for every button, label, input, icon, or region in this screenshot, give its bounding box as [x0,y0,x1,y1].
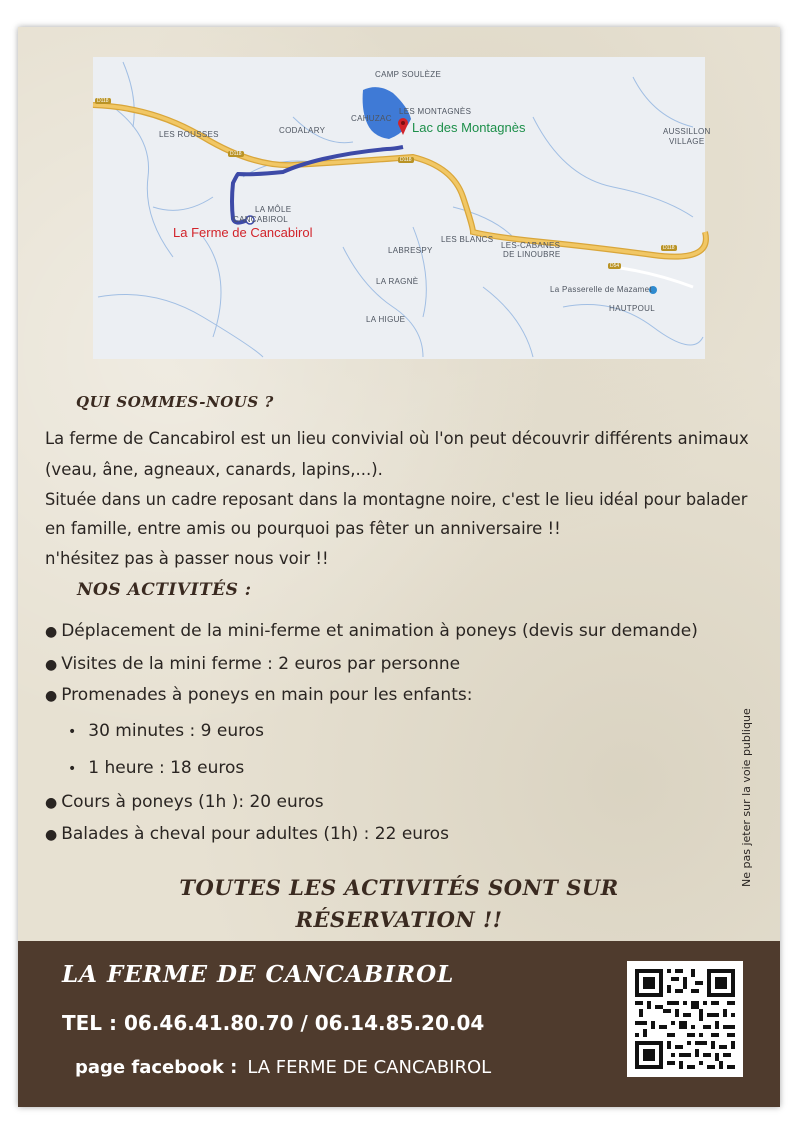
side-note: Ne pas jeter sur la voie publique [740,708,753,887]
map [93,57,711,359]
activites-heading: NOS ACTIVITÉS : [77,580,252,600]
map-label-la-ragne: LA RAGNÈ [376,277,419,286]
activity-text: 1 heure : 18 euros [88,758,245,778]
footer-facebook [75,1057,491,1078]
activity-subitem [68,721,264,741]
map-label-labrespy: LABRESPY [388,246,433,255]
footer-title: LA FERME DE CANCABIROL [62,961,455,988]
reservation-line-1: TOUTES LES ACTIVITÉS SONT SUR [179,875,619,900]
facebook-label: page facebook : [75,1057,238,1078]
map-label-de-linoubre: DE LINOUBRE [503,250,561,259]
map-graphic [93,57,705,359]
qui-line-1: La ferme de Cancabirol est un lieu convivial où l'on peut découvrir différents animaux [45,429,749,448]
map-label-hautpoul: HAUTPOUL [609,304,655,313]
activity-text: Balades à cheval pour adultes (1h) : 22 euros [61,824,449,844]
bullet-icon: ● [45,827,58,843]
map-label-passerelle: La Passerelle de Mazamet [550,285,652,294]
road-tag: D118 [230,151,242,157]
activity-item [45,654,460,674]
activity-item [45,621,698,641]
map-label-les-rousses: LES ROUSSES [159,130,219,139]
map-label-village: VILLAGE [669,137,705,146]
reservation-line-2: RÉSERVATION !! [295,907,503,932]
map-label-ferme: La Ferme de Cancabirol [173,225,313,240]
map-label-camp-souleze: CAMP SOULÈZE [375,70,442,79]
qui-line-3: Située dans un cadre reposant dans la montagne noire, c'est le lieu idéal pour balader [45,490,748,509]
map-label-la-higue: LA HIGUE [366,315,406,324]
activity-text: 30 minutes : 9 euros [88,721,264,741]
qui-line-4: en famille, entre amis ou pourquoi pas fêter un anniversaire !! [45,519,561,538]
flyer [18,27,780,1107]
road-tag: D118 [97,98,109,104]
activity-text: Cours à poneys (1h ): 20 euros [61,792,324,812]
map-label-les-blancs: LES BLANCS [441,235,494,244]
footer [18,941,780,1107]
activity-item [45,824,449,844]
activity-text: Visites de la mini ferme : 2 euros par personne [61,654,461,674]
activity-subitem [68,758,244,778]
activity-item [45,792,324,812]
qui-line-5: n'hésitez pas à passer nous voir !! [45,549,329,568]
bullet-icon: ● [45,795,58,811]
activity-text: Déplacement de la mini-ferme et animation à poneys (devis sur demande) [61,621,698,641]
qr-code-icon [627,961,743,1077]
activity-item [45,685,472,705]
bullet-icon: ● [45,657,58,673]
qr-code [627,961,743,1077]
map-label-aussillon: AUSSILLON [663,127,711,136]
bullet-icon: ● [45,624,58,640]
activity-text: Promenades à poneys en main pour les enfants: [61,685,473,705]
footer-phone: TEL : 06.46.41.80.70 / 06.14.85.20.04 [62,1011,485,1035]
map-label-cancabirol: CANCABIROL [233,215,289,224]
map-label-codalary: CODALARY [279,126,326,135]
map-label-la-mole: LA MÔLE [255,205,292,214]
road-tag: D118 [663,245,675,251]
bullet-icon: • [68,761,77,777]
map-label-les-cabanes: LES-CABANES [501,241,561,250]
qui-line-2: (veau, âne, agneaux, canards, lapins,...). [45,460,383,479]
qui-heading: QUI SOMMES-NOUS ? [76,393,274,411]
road-tag: D118 [400,157,412,163]
map-label-cahuzac: CAHUZAC [351,114,392,123]
map-label-les-montagnes: LES MONTAGNÈS [399,107,472,116]
bullet-icon: • [68,724,77,740]
road-tag: D54 [610,263,620,269]
bullet-icon: ● [45,688,58,704]
map-label-lac: Lac des Montagnès [412,120,526,135]
facebook-name: LA FERME DE CANCABIROL [247,1057,492,1078]
